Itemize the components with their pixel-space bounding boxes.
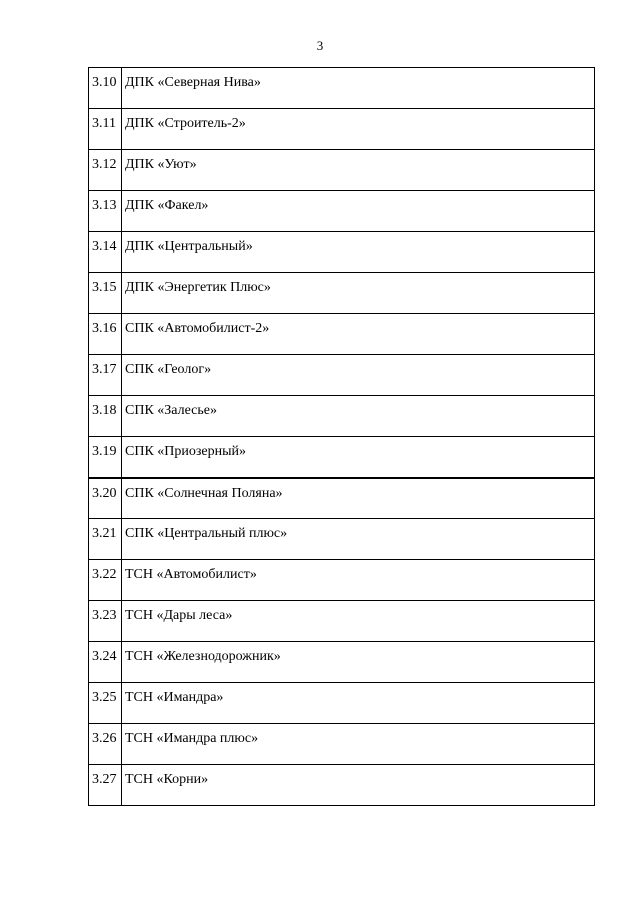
- table-row: [89, 642, 595, 683]
- table-row: [89, 355, 595, 396]
- table-row: [89, 314, 595, 355]
- table-row: [89, 232, 595, 273]
- organizations-table-body: [89, 68, 595, 806]
- table-row: [89, 437, 595, 478]
- table-row: [89, 150, 595, 191]
- organization-name: ТСН «Автомобилист»: [122, 560, 595, 601]
- row-number: 3.15: [89, 273, 122, 314]
- row-number: 3.23: [89, 601, 122, 642]
- organization-name: СПК «Залесье»: [122, 396, 595, 437]
- row-number: 3.10: [89, 68, 122, 109]
- row-number: 3.24: [89, 642, 122, 683]
- organization-name: ДПК «Центральный»: [122, 232, 595, 273]
- table-row: [89, 478, 595, 519]
- table-row: [89, 273, 595, 314]
- row-number: 3.14: [89, 232, 122, 273]
- organization-name: СПК «Солнечная Поляна»: [122, 478, 595, 519]
- organization-name: ДПК «Энергетик Плюс»: [122, 273, 595, 314]
- row-number: 3.17: [89, 355, 122, 396]
- organization-name: ДПК «Факел»: [122, 191, 595, 232]
- organization-name: ТСН «Имандра»: [122, 683, 595, 724]
- table-row: [89, 396, 595, 437]
- table-row: [89, 560, 595, 601]
- row-number: 3.18: [89, 396, 122, 437]
- organization-name: СПК «Приозерный»: [122, 437, 595, 478]
- row-number: 3.11: [89, 109, 122, 150]
- organization-name: ТСН «Корни»: [122, 765, 595, 806]
- row-number: 3.25: [89, 683, 122, 724]
- row-number: 3.12: [89, 150, 122, 191]
- organization-name: ТСН «Дары леса»: [122, 601, 595, 642]
- table-row: [89, 765, 595, 806]
- table-row: [89, 724, 595, 765]
- organization-name: ДПК «Строитель-2»: [122, 109, 595, 150]
- organization-name: СПК «Центральный плюс»: [122, 519, 595, 560]
- organization-name: ТСН «Имандра плюс»: [122, 724, 595, 765]
- organization-name: ДПК «Уют»: [122, 150, 595, 191]
- row-number: 3.20: [89, 478, 122, 519]
- organization-name: СПК «Автомобилист-2»: [122, 314, 595, 355]
- row-number: 3.26: [89, 724, 122, 765]
- organizations-table: [88, 67, 595, 806]
- page-number: 3: [316, 38, 324, 53]
- table-row: [89, 601, 595, 642]
- organization-name: ТСН «Железнодорожник»: [122, 642, 595, 683]
- table-row: [89, 191, 595, 232]
- row-number: 3.13: [89, 191, 122, 232]
- organization-name: СПК «Геолог»: [122, 355, 595, 396]
- row-number: 3.16: [89, 314, 122, 355]
- table-row: [89, 68, 595, 109]
- organization-name: ДПК «Северная Нива»: [122, 68, 595, 109]
- table-row: [89, 109, 595, 150]
- row-number: 3.27: [89, 765, 122, 806]
- table-row: [89, 683, 595, 724]
- row-number: 3.21: [89, 519, 122, 560]
- table-row: [89, 519, 595, 560]
- row-number: 3.22: [89, 560, 122, 601]
- row-number: 3.19: [89, 437, 122, 478]
